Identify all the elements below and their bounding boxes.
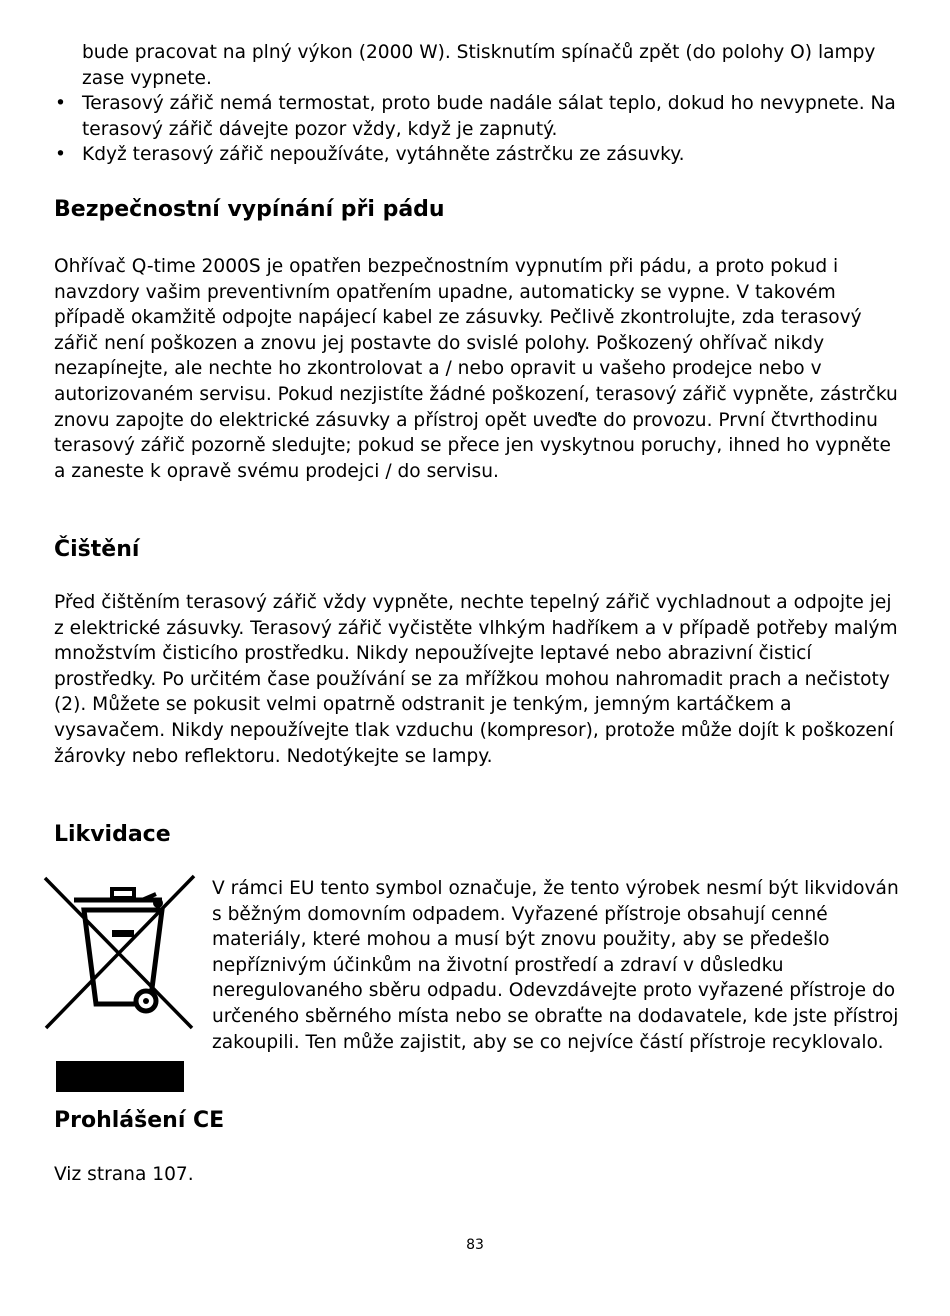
heading-disposal: Likvidace (54, 822, 171, 847)
bullet-list (54, 91, 902, 168)
heading-ce-declaration: Prohlášení CE (54, 1108, 225, 1133)
crossed-out-wheelie-bin-icon (42, 872, 202, 1097)
page-number: 83 (466, 1237, 484, 1253)
list-item: • Když terasový zářič nepoužíváte, vytáhněte zástrčku ze zásuvky. (54, 142, 902, 168)
disposal-text: V rámci EU tento symbol označuje, že tento výrobek nesmí být likvidován s běžným domovním odpadem. Vyřazené přístroje obsahují cenné materiály, které mohou a musí být znovu použity, aby se předešlo nepříznivým účinkům na životní prostředí a zdraví v důsledku neregulovaného sběru odpadu. Odevzdávejte proto vyřazené přístroje do určeného sběrného místa nebo se obraťte na dodavatele, kde jste přístroj zakoupili. Ten může zajistit, aby se co nejvíce částí přístroje recyklovalo. (212, 878, 899, 1053)
list-item: • Terasový zářič nemá termostat, proto bude nadále sálat teplo, dokud ho nevypnete. Na terasový zářič dávejte pozor vždy, když je zapnutý. (54, 91, 902, 142)
continued-bullet-text: bude pracovat na plný výkon (2000 W). Stisknutím spínačů zpět (do polohy O) lampy zase vypnete. (82, 42, 876, 89)
ce-declaration-text: Viz strana 107. (54, 1164, 194, 1185)
safety-shutoff-text: Ohřívač Q-time 2000S je opatřen bezpečnostním vypnutím při pádu, a proto pokud i navzdory vašim preventivním opatřením upadne, automaticky se vypne. V takovém případě okamžitě odpojte napájecí kabel ze zásuvky. Pečlivě zkontrolujte, zda terasový zářič není poškozen a znovu jej postavte do svislé polohy. Poškozený ohřívač nikdy nezapínejte, ale nechte ho zkontrolovat a / nebo opravit u vašeho prodejce nebo v autorizovaném servisu. Pokud nezjistíte žádné poškození, terasový zářič vypněte, zástrčku znovu zapojte do elektrické zásuvky a přístroj opět uveďte do provozu. První čtvrthodinu terasový zářič pozorně sledujte; pokud se přece jen vyskytnou poruchy, ihned ho vypněte a zaneste k opravě svému prodejci / do servisu. (54, 256, 898, 482)
cleaning-text: Před čištěním terasový zářič vždy vypněte, nechte tepelný zářič vychladnout a odpojte jej z elektrické zásuvky. Terasový zářič vyčistěte vlhkým hadříkem a v případě potřeby malým množstvím čisticího prostředku. Nikdy nepoužívejte leptavé nebo abrazivní čisticí prostředky. Po určitém čase používání se za mřížkou mohou nahromadit prach a nečistoty (2). Můžete se pokusit velmi opatrně odstranit je tenkým, jemným kartáčkem a vysavačem. Nikdy nepoužívejte tlak vzduchu (kompresor), protože může dojít k poškození žárovky nebo reflektoru. Nedotýkejte se lampy. (54, 592, 898, 767)
heading-cleaning: Čištění (54, 537, 140, 562)
heading-safety-shutoff: Bezpečnostní vypínání při pádu (54, 197, 445, 222)
